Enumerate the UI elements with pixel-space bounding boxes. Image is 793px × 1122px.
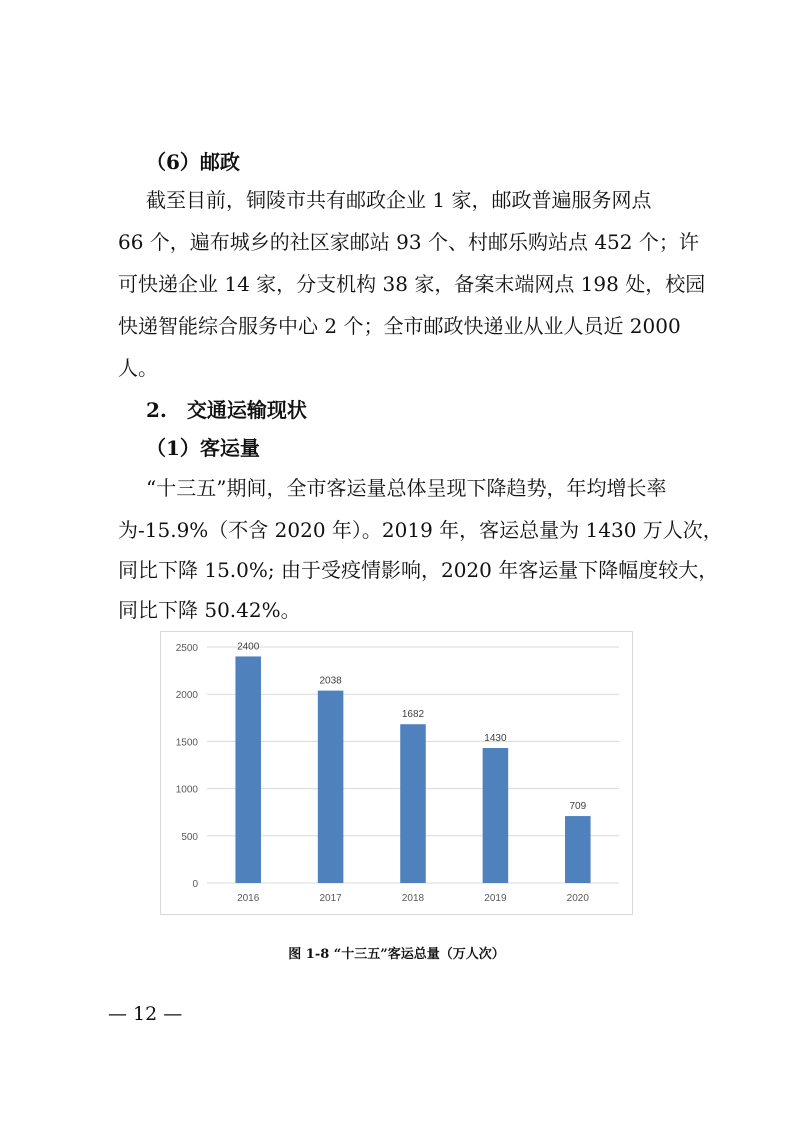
passenger-heading: （1）客运量 bbox=[146, 436, 260, 460]
paragraph-line: 同比下降 50.42%。 bbox=[118, 598, 301, 622]
bar-chart-svg bbox=[161, 632, 632, 914]
data-label: 2400 bbox=[237, 641, 260, 653]
x-tick-label: 2017 bbox=[319, 893, 342, 904]
paragraph-line: 人。 bbox=[118, 356, 158, 380]
bar bbox=[235, 656, 261, 883]
paragraph-line: “十三五”期间，全市客运量总体呈现下降趋势，年均增长率 bbox=[146, 476, 667, 500]
x-tick-label: 2016 bbox=[237, 893, 260, 904]
bar bbox=[318, 691, 344, 883]
y-tick-label: 0 bbox=[192, 879, 198, 890]
bar bbox=[565, 816, 591, 883]
paragraph-line: 截至目前，铜陵市共有邮政企业 1 家，邮政普遍服务网点 bbox=[146, 188, 652, 212]
paragraph-line: 66 个，遍布城乡的社区家邮站 93 个、村邮乐购站点 452 个；许 bbox=[118, 230, 699, 254]
transport-heading: 2. 交通运输现状 bbox=[146, 398, 307, 422]
passenger-volume-chart bbox=[160, 631, 633, 915]
figure-caption: 图 1-8 “十三五”客运总量（万人次） bbox=[288, 947, 505, 962]
data-label: 709 bbox=[569, 801, 587, 813]
y-tick-label: 1000 bbox=[175, 784, 198, 796]
paragraph-line: 快递智能综合服务中心 2 个；全市邮政快递业从业人员近 2000 bbox=[118, 314, 681, 338]
paragraph-line: 可快递企业 14 家，分支机构 38 家，备案末端网点 198 处，校园 bbox=[118, 272, 706, 296]
paragraph-line: 同比下降 15.0%; 由于受疫情影响，2020 年客运量下降幅度较大， bbox=[118, 558, 719, 582]
y-tick-label: 2000 bbox=[175, 690, 198, 702]
paragraph-line: 为-15.9%（不含 2020 年）。2019 年，客运总量为 1430 万人次， bbox=[118, 518, 723, 542]
data-label: 2038 bbox=[319, 675, 342, 687]
data-label: 1682 bbox=[401, 709, 425, 721]
bar bbox=[483, 748, 509, 883]
data-label: 1430 bbox=[484, 733, 507, 745]
x-tick-label: 2020 bbox=[566, 893, 589, 904]
page-number: — 12 — bbox=[108, 1003, 183, 1025]
x-tick-label: 2019 bbox=[484, 893, 507, 904]
y-tick-label: 1500 bbox=[175, 737, 198, 749]
y-tick-label: 500 bbox=[181, 831, 198, 843]
bar bbox=[400, 724, 426, 883]
x-tick-label: 2018 bbox=[401, 893, 425, 904]
postal-heading: （6）邮政 bbox=[146, 150, 240, 174]
y-tick-label: 2500 bbox=[175, 643, 198, 654]
